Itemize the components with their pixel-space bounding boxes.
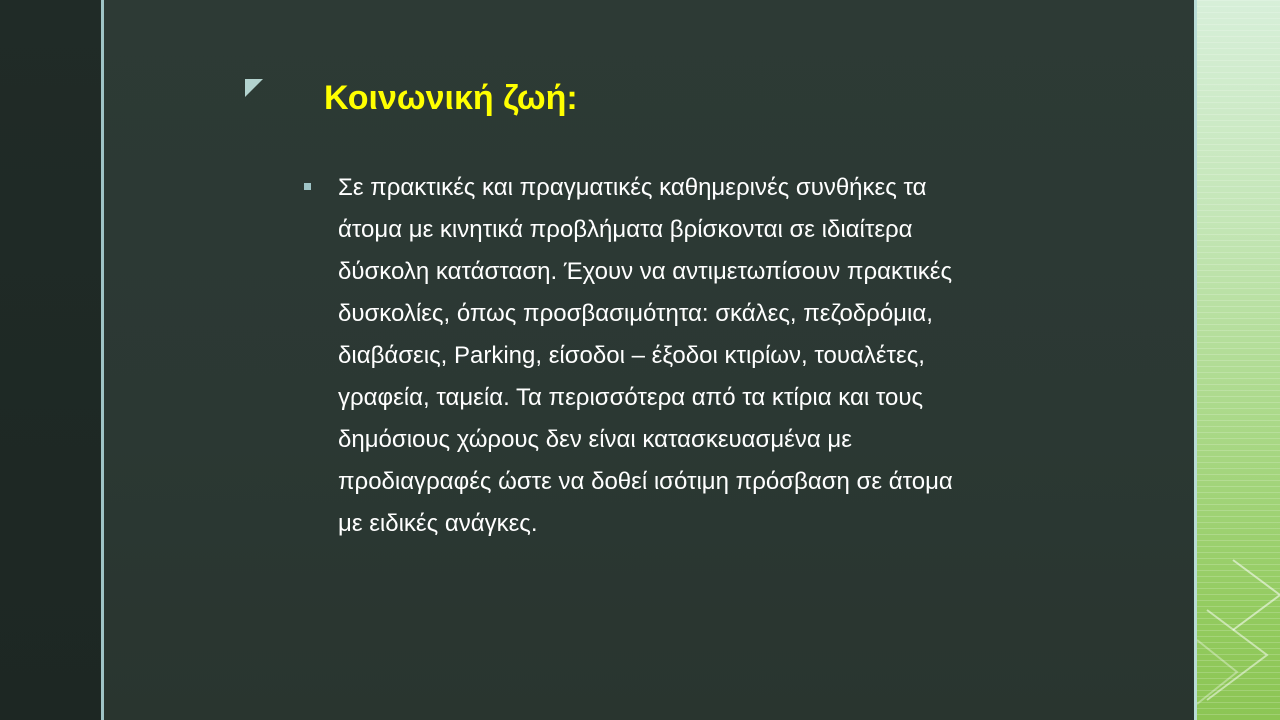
- bullet-line: δημόσιους χώρους δεν είναι κατασκευασμένα με: [338, 426, 852, 453]
- bullet-list: [300, 167, 1100, 545]
- bullet-line: διαβάσεις, Parking, είσοδοι – έξοδοι κτιρίων, τουαλέτες,: [338, 342, 925, 369]
- square-bullet-icon: [304, 183, 311, 190]
- left-decorative-band: [0, 0, 101, 720]
- bullet-text: [338, 167, 1100, 545]
- right-decorative-band: [1197, 0, 1280, 720]
- bullet-line: προδιαγραφές ώστε να δοθεί ισότιμη πρόσβαση σε άτομα: [338, 468, 953, 495]
- bullet-line: με ειδικές ανάγκες.: [338, 510, 538, 537]
- bullet-item: [300, 167, 1100, 545]
- bullet-line: δυσκολίες, όπως προσβασιμότητα: σκάλες, πεζοδρόμια,: [338, 300, 933, 327]
- bullet-line: άτομα με κινητικά προβλήματα βρίσκονται σε ιδιαίτερα: [338, 216, 913, 243]
- slide-title: Κοινωνική ζωή:: [324, 79, 578, 117]
- bullet-line: Σε πρακτικές και πραγματικές καθημερινές συνθήκες τα: [338, 174, 927, 201]
- triangle-corner-icon: [245, 79, 263, 97]
- chevron-pattern-icon: [1197, 0, 1280, 720]
- bullet-line: δύσκολη κατάσταση. Έχουν να αντιμετωπίσουν πρακτικές: [338, 258, 953, 285]
- bullet-line: γραφεία, ταμεία. Τα περισσότερα από τα κτίρια και τους: [338, 384, 924, 411]
